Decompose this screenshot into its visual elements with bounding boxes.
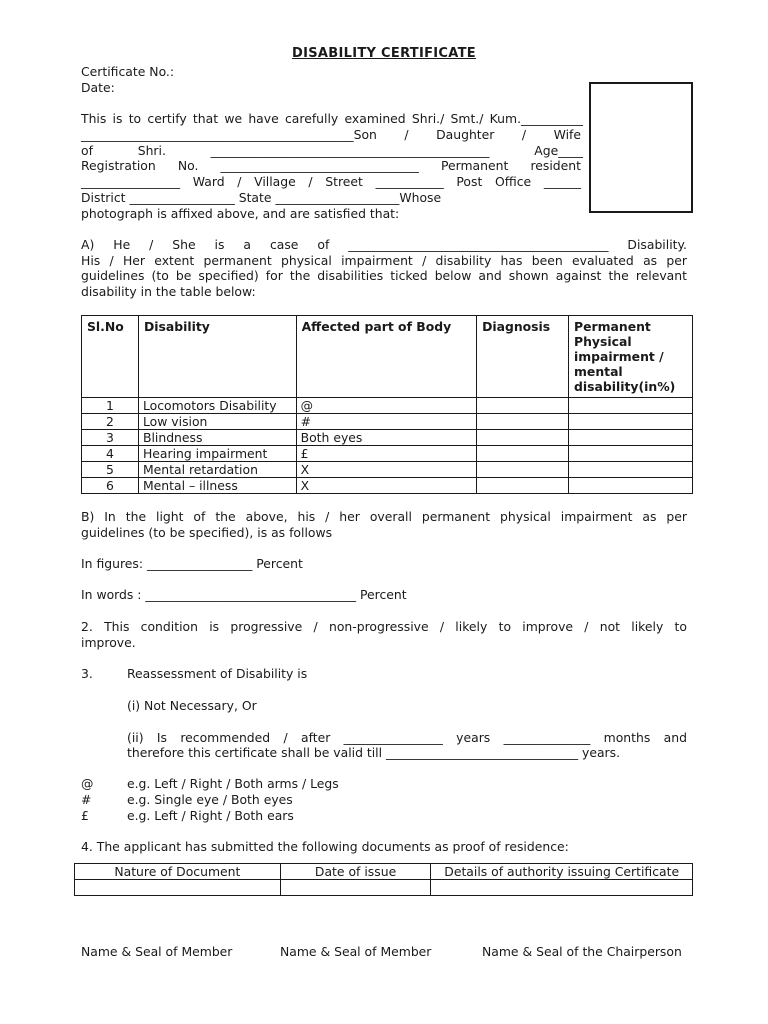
note-text: e.g. Left / Right / Both ears	[127, 808, 294, 823]
item-3-text: Reassessment of Disability is	[127, 666, 308, 681]
item-3-number: 3.	[81, 666, 93, 681]
disability-cell: Mental retardation	[138, 462, 296, 478]
residence-proof-table	[74, 863, 693, 896]
diagnosis-cell[interactable]	[477, 446, 569, 462]
col-header: Permanent Physical impairment / mental disability(in%)	[569, 316, 693, 398]
percent-cell[interactable]	[569, 398, 693, 414]
body-part-cell: @	[296, 398, 476, 414]
col-header: Sl.No	[82, 316, 139, 398]
item-3-option-2: (ii) Is recommended / after ________________ years ______________ months and	[127, 730, 687, 745]
disability-table	[81, 315, 693, 494]
signature-member-2: Name & Seal of Member	[280, 944, 432, 959]
section-a-line: guidelines (to be specified) for the disabilities ticked below and shown against the relevant	[81, 268, 687, 283]
body-part-cell: #	[296, 414, 476, 430]
diagnosis-cell[interactable]	[477, 398, 569, 414]
note-symbol: £	[81, 808, 89, 823]
body-part-cell: Both eyes	[296, 430, 476, 446]
disability-cell: Hearing impairment	[138, 446, 296, 462]
certificate-no-label: Certificate No.:	[81, 64, 175, 79]
signature-chairperson: Name & Seal of the Chairperson	[482, 944, 682, 959]
table-header-row	[82, 316, 693, 398]
intro-line: photograph is affixed above, and are satisfied that:	[81, 206, 400, 221]
intro-line: ____________________________________________Son / Daughter / Wife	[81, 127, 581, 142]
table-row	[82, 462, 693, 478]
diagnosis-cell[interactable]	[477, 430, 569, 446]
document-cell[interactable]	[75, 880, 281, 896]
table-header-row	[75, 864, 693, 880]
col-header: Affected part of Body	[296, 316, 476, 398]
authority-cell[interactable]	[431, 880, 693, 896]
sl-no-cell: 3	[82, 430, 139, 446]
note-text: e.g. Left / Right / Both arms / Legs	[127, 776, 339, 791]
sl-no-cell: 6	[82, 478, 139, 494]
date-cell[interactable]	[280, 880, 431, 896]
sl-no-cell: 5	[82, 462, 139, 478]
table-row	[82, 414, 693, 430]
note-symbol: #	[81, 792, 92, 807]
percent-cell[interactable]	[569, 446, 693, 462]
disability-cell: Mental – illness	[138, 478, 296, 494]
percent-cell[interactable]	[569, 430, 693, 446]
disability-cell: Locomotors Disability	[138, 398, 296, 414]
section-b-line: B) In the light of the above, his / her overall permanent physical impairment as per	[81, 509, 687, 524]
note-text: e.g. Single eye / Both eyes	[127, 792, 293, 807]
item-3-option-1: (i) Not Necessary, Or	[127, 698, 257, 713]
percent-cell[interactable]	[569, 462, 693, 478]
table-row	[75, 880, 693, 896]
diagnosis-cell[interactable]	[477, 478, 569, 494]
table-row	[82, 446, 693, 462]
note-symbol: @	[81, 776, 94, 791]
diagnosis-cell[interactable]	[477, 414, 569, 430]
col-header: Details of authority issuing Certificate	[431, 864, 693, 880]
page-title: DISABILITY CERTIFICATE	[292, 46, 476, 61]
section-a-line: A) He / She is a case of __________________________________________ Disability.	[81, 237, 687, 252]
item-3-option-2-cont: therefore this certificate shall be valid till _______________________________ years.	[127, 745, 621, 760]
body-part-cell: £	[296, 446, 476, 462]
percent-cell[interactable]	[569, 414, 693, 430]
signature-member-1: Name & Seal of Member	[81, 944, 233, 959]
diagnosis-cell[interactable]	[477, 462, 569, 478]
date-label: Date:	[81, 80, 115, 95]
table-row	[82, 478, 693, 494]
intro-line: Registration No. ________________________________ Permanent resident	[81, 158, 581, 173]
disability-cell: Blindness	[138, 430, 296, 446]
sl-no-cell: 4	[82, 446, 139, 462]
item-4-text: 4. The applicant has submitted the following documents as proof of residence:	[81, 839, 569, 854]
intro-line: This is to certify that we have carefully examined Shri./ Smt./ Kum.__________	[81, 111, 583, 126]
sl-no-cell: 2	[82, 414, 139, 430]
in-words-field: In words : __________________________________ Percent	[81, 587, 407, 602]
intro-line: District _________________ State ____________________Whose	[81, 190, 442, 205]
intro-line: ________________ Ward / Village / Street ___________ Post Office ______	[81, 174, 581, 189]
col-header: Disability	[138, 316, 296, 398]
table-row	[82, 398, 693, 414]
section-a-line: disability in the table below:	[81, 284, 256, 299]
section-a-line: His / Her extent permanent physical impairment / disability has been evaluated as per	[81, 253, 687, 268]
body-part-cell: X	[296, 462, 476, 478]
item-2-line: improve.	[81, 635, 136, 650]
percent-cell[interactable]	[569, 478, 693, 494]
disability-cell: Low vision	[138, 414, 296, 430]
col-header: Date of issue	[280, 864, 431, 880]
col-header: Diagnosis	[477, 316, 569, 398]
body-part-cell: X	[296, 478, 476, 494]
table-row	[82, 430, 693, 446]
sl-no-cell: 1	[82, 398, 139, 414]
col-header: Nature of Document	[75, 864, 281, 880]
item-2-line: 2. This condition is progressive / non-progressive / likely to improve / not likely to	[81, 619, 687, 634]
in-figures-field: In figures: _________________ Percent	[81, 556, 303, 571]
section-b-line: guidelines (to be specified), is as follows	[81, 525, 333, 540]
photo-box	[589, 82, 693, 213]
intro-line: of Shri. _____________________________________________ Age____	[81, 143, 583, 158]
